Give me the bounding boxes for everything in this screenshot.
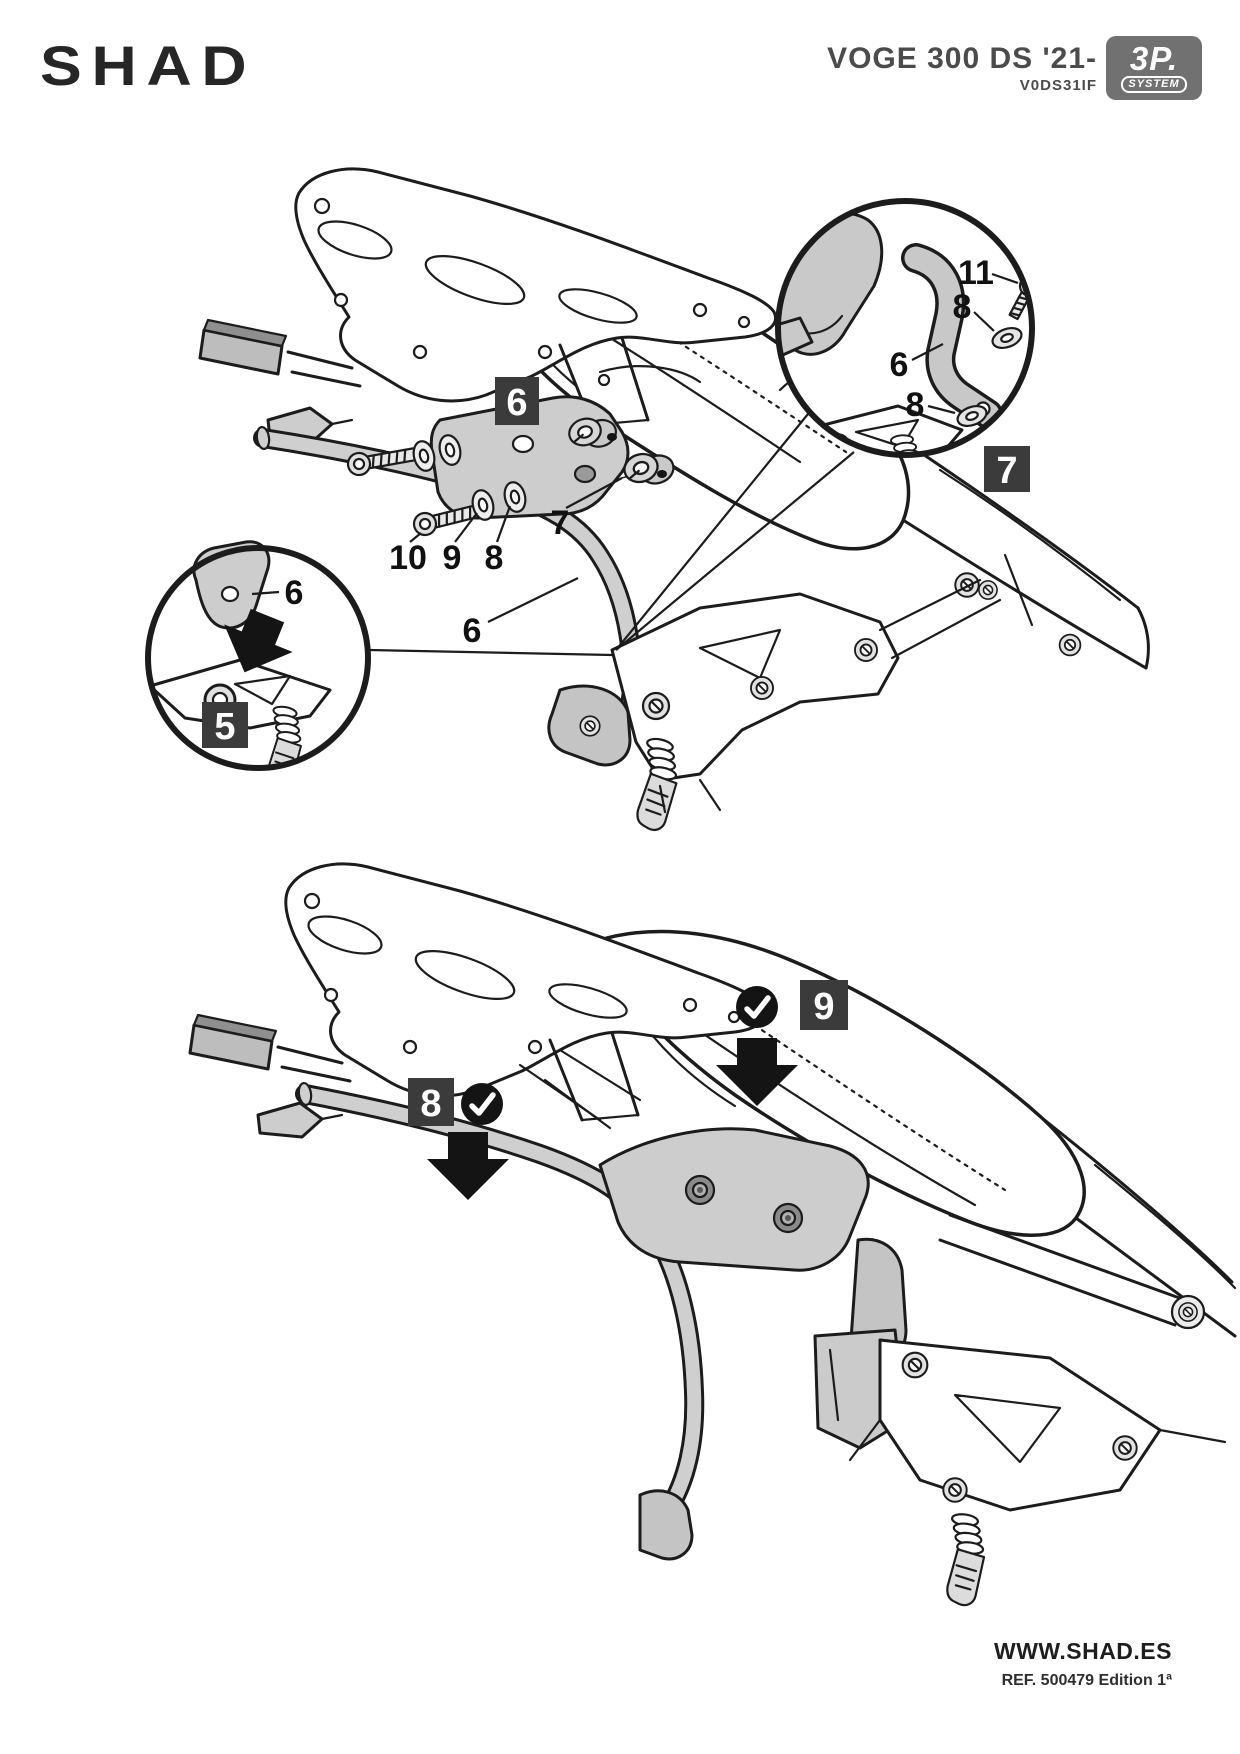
model-title: VOGE 300 DS '21-	[827, 42, 1097, 75]
fig2-footpeg-hanger	[850, 1215, 1225, 1607]
part-label-9: 9	[442, 539, 462, 577]
step-7-number: 7	[996, 450, 1018, 492]
figure-2-assembled-view	[190, 864, 1235, 1607]
check-icon	[736, 986, 778, 1028]
step-9-number: 9	[813, 986, 835, 1028]
part-label-8: 8	[952, 288, 972, 326]
fig2-mounting-plate-installed	[600, 1129, 906, 1448]
footer	[994, 1638, 1172, 1690]
part-label-10: 10	[389, 539, 427, 577]
part-label-6: 6	[889, 346, 909, 384]
figure-1-exploded-view	[148, 169, 1148, 833]
3p-badge-text: 3P.	[1129, 39, 1179, 77]
website-url: WWW.SHAD.ES	[994, 1638, 1172, 1664]
part-label-6: 6	[284, 574, 304, 612]
step-5-number: 5	[214, 706, 236, 748]
part-label-8: 8	[905, 386, 925, 424]
shad-logo: SHAD	[40, 34, 257, 98]
part-label-8: 8	[484, 539, 504, 577]
step-8-number: 8	[420, 1083, 442, 1125]
kit-reference-code: V0DS31IF	[1019, 77, 1097, 94]
document-reference: REF. 500479 Edition 1ª	[1001, 1672, 1172, 1689]
fig1-footpeg-hanger	[612, 580, 1000, 833]
fig1-detail-inset-left	[148, 542, 368, 791]
step-6-number: 6	[506, 382, 528, 424]
system-badge-text: SYSTEM	[1121, 76, 1186, 93]
part-label-7: 7	[550, 504, 570, 542]
check-icon	[461, 1083, 503, 1125]
part-label-6: 6	[462, 612, 482, 650]
part-label-11: 11	[958, 254, 994, 292]
